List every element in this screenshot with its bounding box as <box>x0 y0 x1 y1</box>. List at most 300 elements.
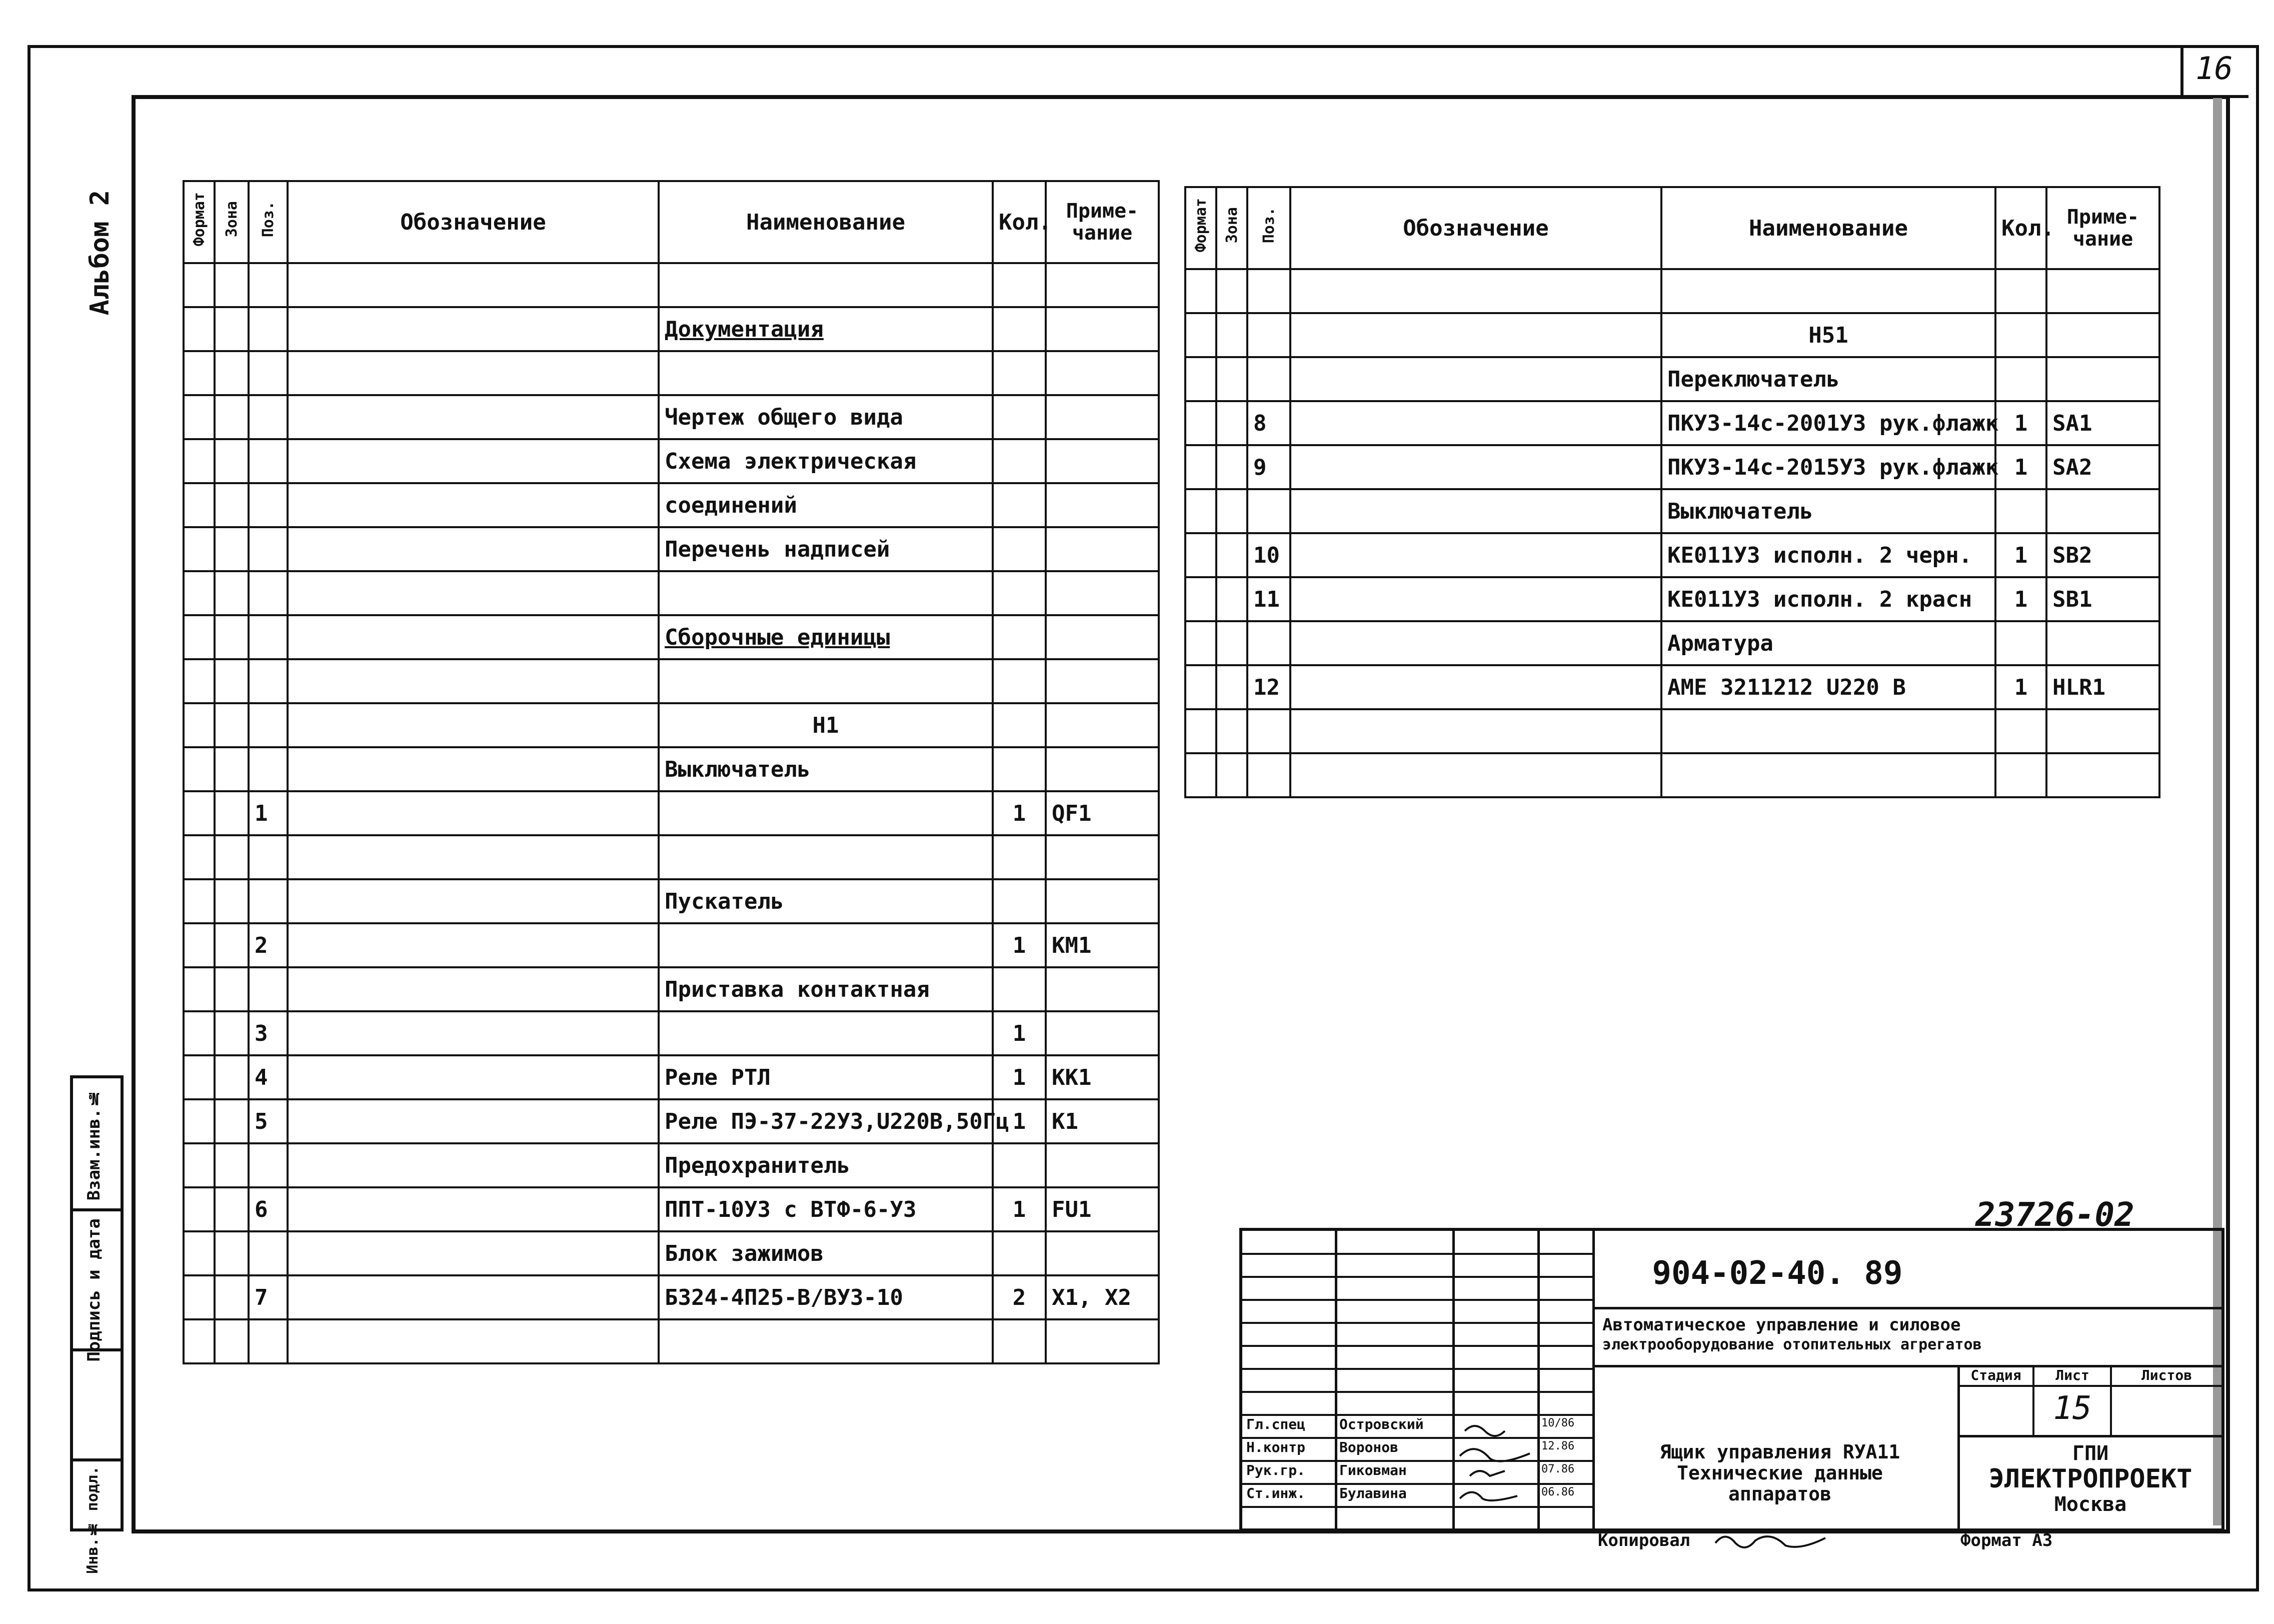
spec-table-right <box>1184 186 2160 798</box>
pos-cell <box>249 747 288 791</box>
qty-cell <box>993 747 1046 791</box>
table-row <box>184 1275 1159 1319</box>
format-cell <box>1185 709 1216 753</box>
pos-cell <box>249 483 288 527</box>
qty-cell <box>993 835 1046 879</box>
pos-cell <box>1247 709 1290 753</box>
designation-cell <box>288 1231 659 1275</box>
copier-signature-image <box>1710 1528 1860 1553</box>
note-cell <box>1046 747 1159 791</box>
designation-cell <box>288 439 659 483</box>
pos-cell <box>249 703 288 747</box>
name-cell: Схема электрическая <box>659 439 993 483</box>
note-cell <box>2046 313 2159 357</box>
table-row <box>184 879 1159 923</box>
zone-cell <box>1216 533 1247 577</box>
doc-title-line-3: аппаратов <box>1728 1483 1831 1505</box>
zone-cell <box>215 571 249 615</box>
pos-cell <box>249 527 288 571</box>
zone-cell <box>215 395 249 439</box>
zone-cell <box>1216 269 1247 313</box>
project-code: 904-02-40. 89 <box>1652 1255 1903 1292</box>
pos-cell: 3 <box>249 1011 288 1055</box>
org-line-2: ЭЛЕКТРОПРОЕКТ <box>1988 1464 2192 1494</box>
designation-cell <box>288 1143 659 1187</box>
designation-cell <box>288 923 659 967</box>
col-pos-header: Поз. <box>1247 187 1290 269</box>
format-cell <box>1185 269 1216 313</box>
name-cell: Пускатель <box>659 879 993 923</box>
pos-cell <box>249 307 288 351</box>
qty-cell: 1 <box>993 923 1046 967</box>
format-cell <box>1185 313 1216 357</box>
designation-cell <box>1290 313 1661 357</box>
table-row <box>184 791 1159 835</box>
table-row <box>184 307 1159 351</box>
qty-cell <box>993 527 1046 571</box>
table-row <box>184 967 1159 1011</box>
qty-cell: 1 <box>993 1099 1046 1143</box>
designation-cell <box>288 659 659 703</box>
note-cell <box>1046 527 1159 571</box>
zone-cell <box>215 879 249 923</box>
note-cell <box>1046 967 1159 1011</box>
table-row <box>184 263 1159 307</box>
zone-cell <box>215 439 249 483</box>
col-format-header: Формат <box>1185 187 1216 269</box>
note-cell <box>1046 615 1159 659</box>
name-cell: Документация <box>659 307 993 351</box>
qty-cell <box>1995 357 2046 401</box>
zone-cell <box>215 615 249 659</box>
col-name-header: Наименование <box>659 181 993 263</box>
note-cell: К1 <box>1046 1099 1159 1143</box>
qty-cell: 1 <box>1995 665 2046 709</box>
qty-cell <box>1995 709 2046 753</box>
note-cell <box>1046 307 1159 351</box>
note-cell <box>1046 659 1159 703</box>
vzam-inv-label: Взам.инв.№ <box>84 1088 104 1201</box>
pos-cell: 9 <box>1247 445 1290 489</box>
note-cell <box>2046 357 2159 401</box>
table-row <box>184 1055 1159 1099</box>
col-pos-header: Поз. <box>249 181 288 263</box>
pos-cell: 4 <box>249 1055 288 1099</box>
format-cell <box>184 967 215 1011</box>
table-row <box>1185 753 2159 797</box>
designation-cell <box>288 747 659 791</box>
col-qty-header: Кол. <box>1995 187 2046 269</box>
format-cell <box>184 1275 215 1319</box>
sheet-number: 16 <box>2195 50 2233 87</box>
name-cell <box>659 791 993 835</box>
name-cell: Арматура <box>1661 621 1995 665</box>
name-cell: АМЕ 3211212 U220 В <box>1661 665 1995 709</box>
name-cell: Н1 <box>659 703 993 747</box>
sheets-label: Листов <box>2141 1367 2192 1383</box>
qty-cell <box>993 307 1046 351</box>
pos-cell <box>249 1231 288 1275</box>
note-cell <box>1046 351 1159 395</box>
designation-cell <box>288 263 659 307</box>
zone-cell <box>215 483 249 527</box>
zone-cell <box>1216 709 1247 753</box>
qty-cell: 2 <box>993 1275 1046 1319</box>
sheet-label: Лист <box>2055 1367 2089 1383</box>
pos-cell: 10 <box>1247 533 1290 577</box>
zone-cell <box>215 1319 249 1363</box>
name-cell: ППТ-10УЗ с ВТФ-6-УЗ <box>659 1187 993 1231</box>
pos-cell <box>249 395 288 439</box>
pos-cell <box>1247 313 1290 357</box>
qty-cell: 1 <box>993 1055 1046 1099</box>
note-cell: SB1 <box>2046 577 2159 621</box>
qty-cell <box>993 263 1046 307</box>
zone-cell <box>1216 357 1247 401</box>
name-cell <box>1661 709 1995 753</box>
format-cell <box>1185 753 1216 797</box>
signer-name-2: Воронов <box>1339 1439 1399 1455</box>
name-cell: Чертеж общего вида <box>659 395 993 439</box>
designation-cell <box>288 791 659 835</box>
zone-cell <box>1216 313 1247 357</box>
table-row <box>1185 577 2159 621</box>
format-cell <box>1185 577 1216 621</box>
col-qty-header: Кол. <box>993 181 1046 263</box>
qty-cell <box>993 615 1046 659</box>
pos-cell <box>1247 269 1290 313</box>
zone-cell <box>1216 401 1247 445</box>
signer-name-3: Гиковман <box>1339 1462 1407 1478</box>
qty-cell <box>993 967 1046 1011</box>
note-cell <box>1046 439 1159 483</box>
pos-cell: 11 <box>1247 577 1290 621</box>
table-row <box>184 395 1159 439</box>
sheet-value: 15 <box>2053 1390 2092 1427</box>
format-cell <box>1185 665 1216 709</box>
format-cell <box>184 879 215 923</box>
project-title-line-2: электрооборудование отопительных агрегатов <box>1602 1336 1982 1353</box>
qty-cell <box>993 1319 1046 1363</box>
project-title-line-1: Автоматическое управление и силовое <box>1602 1315 1961 1335</box>
format-cell <box>184 527 215 571</box>
note-cell <box>1046 835 1159 879</box>
table-row <box>184 835 1159 879</box>
zone-cell <box>215 263 249 307</box>
note-cell <box>1046 879 1159 923</box>
pos-cell <box>1247 489 1290 533</box>
qty-cell <box>1995 621 2046 665</box>
signer-role-4: Ст.инж. <box>1246 1485 1306 1501</box>
pos-cell <box>249 615 288 659</box>
col-zone-header: Зона <box>1216 187 1247 269</box>
table-row <box>184 923 1159 967</box>
pos-cell <box>1247 621 1290 665</box>
format-cell <box>184 747 215 791</box>
designation-cell <box>1290 489 1661 533</box>
designation-cell <box>288 307 659 351</box>
zone-cell <box>215 1187 249 1231</box>
zone-cell <box>215 659 249 703</box>
designation-cell <box>1290 577 1661 621</box>
qty-cell <box>1995 313 2046 357</box>
qty-cell: 1 <box>1995 533 2046 577</box>
format-cell <box>184 1187 215 1231</box>
note-cell <box>1046 395 1159 439</box>
format-cell <box>184 615 215 659</box>
table-row <box>1185 621 2159 665</box>
designation-cell <box>288 703 659 747</box>
doc-title-line-2: Технические данные <box>1677 1462 1883 1484</box>
qty-cell: 1 <box>993 791 1046 835</box>
designation-cell <box>1290 401 1661 445</box>
name-cell: Сборочные единицы <box>659 615 993 659</box>
table-row <box>184 703 1159 747</box>
note-cell <box>2046 621 2159 665</box>
signer-role-1: Гл.спец <box>1246 1416 1306 1432</box>
zone-cell <box>1216 577 1247 621</box>
podpis-data-label: Подпись и дата <box>84 1218 104 1362</box>
format-cell <box>1185 621 1216 665</box>
name-cell <box>659 659 993 703</box>
format-cell <box>184 1055 215 1099</box>
table-row <box>1185 269 2159 313</box>
pos-cell <box>1247 357 1290 401</box>
format-cell <box>184 659 215 703</box>
designation-cell <box>1290 269 1661 313</box>
qty-cell <box>993 1143 1046 1187</box>
table-row <box>1185 709 2159 753</box>
qty-cell <box>993 351 1046 395</box>
table-row <box>184 1099 1159 1143</box>
zone-cell <box>215 1231 249 1275</box>
album-label: Альбом 2 <box>85 190 115 316</box>
table-row <box>184 615 1159 659</box>
col-designation-header: Обозначение <box>1290 187 1661 269</box>
qty-cell <box>993 659 1046 703</box>
note-cell: КК1 <box>1046 1055 1159 1099</box>
name-cell: Перечень надписей <box>659 527 993 571</box>
pos-cell <box>1247 753 1290 797</box>
format-cell <box>184 1143 215 1187</box>
note-cell: КМ1 <box>1046 923 1159 967</box>
qty-cell: 1 <box>1995 445 2046 489</box>
note-cell <box>1046 1143 1159 1187</box>
signer-role-3: Рук.гр. <box>1246 1462 1306 1478</box>
pos-cell: 5 <box>249 1099 288 1143</box>
name-cell: Выключатель <box>659 747 993 791</box>
pos-cell <box>249 879 288 923</box>
designation-cell <box>288 1011 659 1055</box>
table-row <box>184 571 1159 615</box>
format-cell <box>1185 445 1216 489</box>
signer-name-4: Булавина <box>1339 1485 1407 1501</box>
name-cell: ПКУЗ-14с-2001УЗ рук.флажк <box>1661 401 1995 445</box>
name-cell: ПКУЗ-14с-2015УЗ рук.флажк <box>1661 445 1995 489</box>
qty-cell: 1 <box>993 1187 1046 1231</box>
name-cell: Б324-4П25-В/ВУЗ-10 <box>659 1275 993 1319</box>
table-row <box>184 659 1159 703</box>
table-row <box>184 1231 1159 1275</box>
qty-cell <box>993 439 1046 483</box>
qty-cell <box>993 703 1046 747</box>
signer-name-1: Островский <box>1339 1416 1424 1432</box>
qty-cell <box>993 1231 1046 1275</box>
qty-cell <box>1995 753 2046 797</box>
table-row <box>1185 313 2159 357</box>
designation-cell <box>288 967 659 1011</box>
pos-cell <box>249 835 288 879</box>
designation-cell <box>288 835 659 879</box>
name-cell: Приставка контактная <box>659 967 993 1011</box>
pos-cell <box>249 439 288 483</box>
note-cell: SB2 <box>2046 533 2159 577</box>
designation-cell <box>288 527 659 571</box>
table-row <box>1185 665 2159 709</box>
designation-cell <box>288 1187 659 1231</box>
col-zone-header: Зона <box>215 181 249 263</box>
designation-cell <box>1290 621 1661 665</box>
name-cell <box>659 923 993 967</box>
name-cell <box>659 263 993 307</box>
table-row <box>184 351 1159 395</box>
title-block <box>1239 1228 2224 1531</box>
designation-cell <box>1290 357 1661 401</box>
qty-cell <box>993 879 1046 923</box>
pos-cell: 7 <box>249 1275 288 1319</box>
zone-cell <box>1216 665 1247 709</box>
pos-cell: 8 <box>1247 401 1290 445</box>
note-cell <box>2046 753 2159 797</box>
col-format-header: Формат <box>184 181 215 263</box>
name-cell <box>659 835 993 879</box>
col-note-header: Приме-чание <box>2046 187 2159 269</box>
designation-cell <box>1290 753 1661 797</box>
format-cell <box>184 1011 215 1055</box>
signer-role-2: Н.контр <box>1246 1439 1306 1455</box>
format-cell <box>184 1319 215 1363</box>
pos-cell <box>249 351 288 395</box>
note-cell: QF1 <box>1046 791 1159 835</box>
format-label: Формат А3 <box>1960 1530 2053 1550</box>
pos-cell: 1 <box>249 791 288 835</box>
format-cell <box>184 395 215 439</box>
format-cell <box>184 571 215 615</box>
zone-cell <box>215 527 249 571</box>
table-row <box>1185 489 2159 533</box>
designation-cell <box>1290 709 1661 753</box>
designation-cell <box>288 1055 659 1099</box>
name-cell <box>659 351 993 395</box>
table-row <box>1185 357 2159 401</box>
zone-cell <box>1216 445 1247 489</box>
org-line-1: ГПИ <box>2072 1442 2109 1465</box>
qty-cell: 1 <box>993 1011 1046 1055</box>
note-cell <box>1046 1231 1159 1275</box>
copied-label: Копировал <box>1598 1530 1690 1550</box>
name-cell: Блок зажимов <box>659 1231 993 1275</box>
table-row <box>1185 533 2159 577</box>
pos-cell <box>249 571 288 615</box>
spec-table-left <box>183 180 1160 1364</box>
name-cell <box>1661 753 1995 797</box>
format-cell <box>184 1099 215 1143</box>
format-cell <box>184 483 215 527</box>
note-cell <box>1046 571 1159 615</box>
pos-cell <box>249 1143 288 1187</box>
table-row <box>1185 401 2159 445</box>
qty-cell: 1 <box>1995 577 2046 621</box>
zone-cell <box>215 1099 249 1143</box>
pos-cell: 12 <box>1247 665 1290 709</box>
format-cell <box>184 263 215 307</box>
designation-cell <box>288 395 659 439</box>
note-cell <box>1046 703 1159 747</box>
note-cell: SA1 <box>2046 401 2159 445</box>
side-stamp <box>70 1075 124 1574</box>
name-cell: Предохранитель <box>659 1143 993 1187</box>
note-cell <box>1046 483 1159 527</box>
note-cell <box>1046 1319 1159 1363</box>
inv-podl-label: Инв.№ подл. <box>84 1466 102 1574</box>
zone-cell <box>215 967 249 1011</box>
note-cell: FU1 <box>1046 1187 1159 1231</box>
table-row <box>184 1011 1159 1055</box>
zone-cell <box>215 703 249 747</box>
note-cell <box>1046 1011 1159 1055</box>
format-cell <box>184 703 215 747</box>
pos-cell <box>249 659 288 703</box>
zone-cell <box>215 791 249 835</box>
format-cell <box>1185 533 1216 577</box>
pos-cell <box>249 967 288 1011</box>
table-row <box>184 1143 1159 1187</box>
format-cell <box>184 1231 215 1275</box>
format-cell <box>1185 357 1216 401</box>
designation-cell <box>288 1319 659 1363</box>
name-cell <box>659 1011 993 1055</box>
zone-cell <box>215 351 249 395</box>
org-line-3: Москва <box>2054 1493 2127 1516</box>
name-cell <box>1661 269 1995 313</box>
signer-date-2: 12.86 <box>1541 1440 1575 1452</box>
qty-cell <box>993 395 1046 439</box>
note-cell <box>1046 263 1159 307</box>
name-cell <box>659 1319 993 1363</box>
name-cell <box>659 571 993 615</box>
designation-cell <box>288 571 659 615</box>
signer-date-1: 10/86 <box>1541 1417 1575 1429</box>
designation-cell <box>288 879 659 923</box>
note-cell: Х1, Х2 <box>1046 1275 1159 1319</box>
designation-cell <box>288 1099 659 1143</box>
col-note-header: Приме-чание <box>1046 181 1159 263</box>
name-cell: соединений <box>659 483 993 527</box>
format-cell <box>184 351 215 395</box>
designation-cell <box>288 483 659 527</box>
zone-cell <box>1216 621 1247 665</box>
zone-cell <box>215 923 249 967</box>
designation-cell <box>1290 665 1661 709</box>
qty-cell: 1 <box>1995 401 2046 445</box>
col-designation-header: Обозначение <box>288 181 659 263</box>
note-cell: HLR1 <box>2046 665 2159 709</box>
zone-cell <box>215 1275 249 1319</box>
signer-date-4: 06.86 <box>1541 1486 1575 1498</box>
designation-cell <box>1290 533 1661 577</box>
note-cell <box>2046 709 2159 753</box>
pos-cell: 6 <box>249 1187 288 1231</box>
